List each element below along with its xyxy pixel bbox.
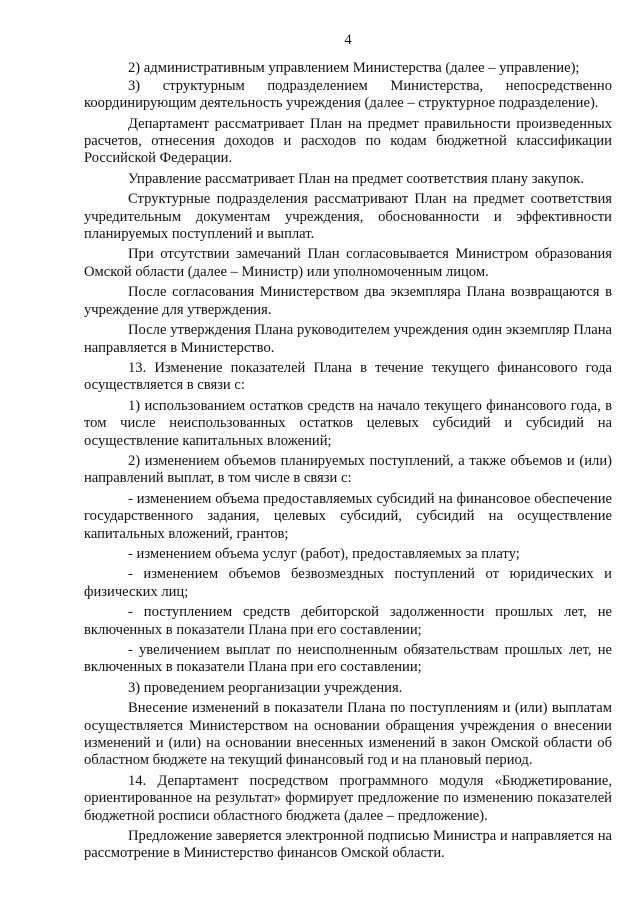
page-number: 4 bbox=[344, 32, 352, 48]
paragraph-changes-procedure: Внесение изменений в показатели Плана по поступлениям и (или) выплатам осуществляется Министерством на основании обращения учреждения о внесении изменений и (или) на основании внесенных изменений в закон Омской области об областном бюджете на текущий финансовый год и на плановый период. bbox=[84, 700, 612, 769]
paragraph-department-review: Департамент рассматривает План на предмет правильности произведенных расчетов, отнесения доходов и расходов по кодам бюджетной классификации Российской Федерации. bbox=[84, 115, 612, 167]
list-item-unfulfilled-obligations: - увеличением выплат по неисполненным обязательствам прошлых лет, не включенных в показатели Плана при его составлении; bbox=[84, 642, 612, 676]
paragraph-section-14: 14. Департамент посредством программного модуля «Бюджетирование, ориентированное на результат» формирует предложение по изменению показателей бюджетной росписи областного бюджета (далее – предложение). bbox=[84, 772, 612, 824]
paragraph-13-item-2: 2) изменением объемов планируемых поступлений, а также объемов и (или) направлений выплат, в том числе в связи с: bbox=[84, 452, 612, 487]
list-item-gratuitous-receipts: - изменением объемов безвозмездных поступлений от юридических и физических лиц; bbox=[84, 566, 612, 600]
list-item-receivables: - поступлением средств дебиторской задолженности прошлых лет, не включенных в показатели Плана при его составлении; bbox=[84, 604, 612, 638]
paragraph-copies-returned: После согласования Министерством два экземпляра Плана возвращаются в учреждение для утверждения. bbox=[84, 284, 612, 318]
paragraph-minister-approval: При отсутствии замечаний План согласовывается Министром образования Омской области (далее – Министр) или уполномоченным лицом. bbox=[84, 246, 612, 280]
paragraph-section-13: 13. Изменение показателей Плана в течение текущего финансового года осуществляется в связи с: bbox=[84, 359, 612, 394]
list-item-paid-services: - изменением объема услуг (работ), предоставляемых за плату; bbox=[128, 545, 520, 562]
paragraph-item-2-admin-department: 2) административным управлением Министерства (далее – управление); bbox=[128, 60, 580, 77]
paragraph-copy-sent: После утверждения Плана руководителем учреждения один экземпляр Плана направляется в Министерство. bbox=[84, 322, 612, 356]
paragraph-13-item-1: 1) использованием остатков средств на начало текущего финансового года, в том числе неиспользованных остатков целевых субсидий и субсидий на осуществление капитальных вложений; bbox=[84, 397, 612, 449]
list-item-subsidies: - изменением объема предоставляемых субсидий на финансовое обеспечение государственного задания, целевых субсидий, субсидий на осуществление капитальных вложений, грантов; bbox=[84, 490, 612, 542]
paragraph-signature-proposal: Предложение заверяется электронной подписью Министра и направляется на рассмотрение в Министерство финансов Омской области. bbox=[84, 828, 612, 862]
paragraph-administration-review: Управление рассматривает План на предмет соответствия плану закупок. bbox=[128, 170, 584, 187]
paragraph-structural-review: Структурные подразделения рассматривают План на предмет соответствия учредительным документам учреждения, обоснованности и эффективности планируемых поступлений и выплат. bbox=[84, 191, 612, 243]
paragraph-13-item-3: 3) проведением реорганизации учреждения. bbox=[128, 679, 403, 696]
paragraph-item-3-structural-unit: 3) структурным подразделением Министерства, непосредственно координирующим деятельность учреждения (далее – структурное подразделение). bbox=[84, 77, 612, 112]
